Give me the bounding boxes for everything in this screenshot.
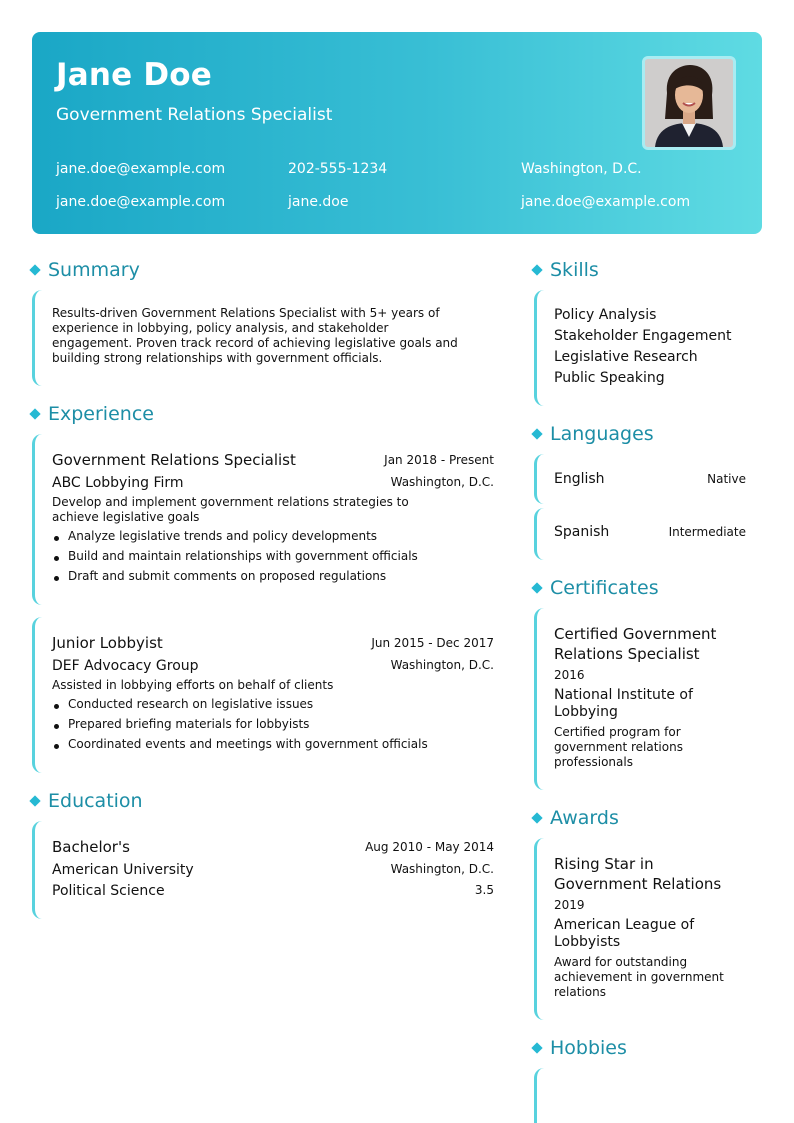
hobbies-heading xyxy=(532,1036,627,1060)
certificates-heading xyxy=(532,576,659,600)
language-level: Native xyxy=(707,472,746,486)
job-bullet: Prepared briefing materials for lobbyists xyxy=(52,717,428,732)
award-name: Rising Star in Government Relations xyxy=(554,855,722,893)
hobbies-block xyxy=(534,1068,760,1123)
languages-heading-text: Languages xyxy=(550,423,654,445)
skill-item: Public Speaking xyxy=(554,370,665,386)
certificate-name: Certified Government Relations Specialist xyxy=(554,625,717,663)
job-title: Junior Lobbyist xyxy=(52,634,163,652)
summary-text: Results-driven Government Relations Specialist with 5+ years of experience in lobbying, policy analysis, and stakeholder engagement. Proven track record of achieving legislative goals and building strong relationships with government officials. xyxy=(52,306,458,365)
experience-item xyxy=(32,434,502,605)
education-block xyxy=(32,821,502,919)
profile-photo xyxy=(642,56,736,150)
language-name: Spanish xyxy=(554,524,610,540)
certificate-description: Certified program for government relations professionals xyxy=(554,725,683,769)
field-of-study: Political Science xyxy=(52,883,165,899)
skills-heading-text: Skills xyxy=(550,259,599,281)
job-bullets xyxy=(52,697,428,757)
education-heading-text: Education xyxy=(48,790,143,812)
degree: Bachelor's xyxy=(52,838,130,856)
certificate-issuer: National Institute of Lobbying xyxy=(554,687,693,720)
language-name: English xyxy=(554,471,605,487)
diamond-icon xyxy=(29,795,40,806)
languages-heading xyxy=(532,422,654,446)
certificates-heading-text: Certificates xyxy=(550,577,659,599)
certificate-year: 2016 xyxy=(554,668,585,682)
job-bullet: Build and maintain relationships with government officials xyxy=(52,549,418,564)
job-bullets xyxy=(52,529,418,589)
job-company: DEF Advocacy Group xyxy=(52,658,199,674)
job-dates: Jun 2015 - Dec 2017 xyxy=(371,636,494,650)
email-link-tertiary[interactable]: jane.doe@example.com xyxy=(521,194,691,210)
profile-photo-image xyxy=(645,59,733,147)
awards-heading-text: Awards xyxy=(550,807,619,829)
resume-header xyxy=(32,32,762,234)
language-item xyxy=(534,454,760,504)
language-level: Intermediate xyxy=(668,525,746,539)
gpa: 3.5 xyxy=(474,883,494,897)
location: Washington, D.C. xyxy=(521,161,642,177)
job-company: ABC Lobbying Firm xyxy=(52,475,184,491)
job-description: Develop and implement government relations strategies to achieve legislative goals xyxy=(52,495,409,524)
diamond-icon xyxy=(531,264,542,275)
diamond-icon xyxy=(29,408,40,419)
award-issuer: American League of Lobbyists xyxy=(554,917,695,950)
summary-heading xyxy=(30,258,140,282)
job-location: Washington, D.C. xyxy=(390,658,494,672)
skill-item: Legislative Research xyxy=(554,349,698,365)
diamond-icon xyxy=(531,812,542,823)
email-link[interactable]: jane.doe@example.com xyxy=(56,161,226,177)
award-year: 2019 xyxy=(554,898,585,912)
job-description: Assisted in lobbying efforts on behalf of clients xyxy=(52,678,334,692)
experience-heading-text: Experience xyxy=(48,403,154,425)
skills-block xyxy=(534,290,760,406)
language-item xyxy=(534,508,760,560)
username-link[interactable]: jane.doe xyxy=(288,194,349,210)
job-bullet: Coordinated events and meetings with government officials xyxy=(52,737,428,752)
education-location: Washington, D.C. xyxy=(390,862,494,876)
job-bullet: Analyze legislative trends and policy developments xyxy=(52,529,418,544)
summary-block xyxy=(32,290,502,386)
education-dates: Aug 2010 - May 2014 xyxy=(365,840,494,854)
skills-heading xyxy=(532,258,599,282)
diamond-icon xyxy=(531,428,542,439)
job-dates: Jan 2018 - Present xyxy=(384,453,494,467)
job-location: Washington, D.C. xyxy=(390,475,494,489)
awards-heading xyxy=(532,806,619,830)
hobbies-heading-text: Hobbies xyxy=(550,1037,627,1059)
experience-heading xyxy=(30,402,154,426)
education-heading xyxy=(30,789,143,813)
award-description: Award for outstanding achievement in government relations xyxy=(554,955,724,999)
award-block xyxy=(534,838,760,1020)
experience-item xyxy=(32,617,502,773)
candidate-title: Government Relations Specialist xyxy=(56,105,333,125)
diamond-icon xyxy=(531,582,542,593)
summary-heading-text: Summary xyxy=(48,259,140,281)
diamond-icon xyxy=(29,264,40,275)
candidate-name: Jane Doe xyxy=(56,57,212,93)
school: American University xyxy=(52,862,194,878)
phone-number[interactable]: 202-555-1234 xyxy=(288,161,388,177)
job-bullet: Draft and submit comments on proposed regulations xyxy=(52,569,418,584)
email-link-secondary[interactable]: jane.doe@example.com xyxy=(56,194,226,210)
certificate-block xyxy=(534,608,760,790)
skill-item: Stakeholder Engagement xyxy=(554,328,732,344)
job-title: Government Relations Specialist xyxy=(52,451,296,469)
diamond-icon xyxy=(531,1042,542,1053)
job-bullet: Conducted research on legislative issues xyxy=(52,697,428,712)
skill-item: Policy Analysis xyxy=(554,307,657,323)
